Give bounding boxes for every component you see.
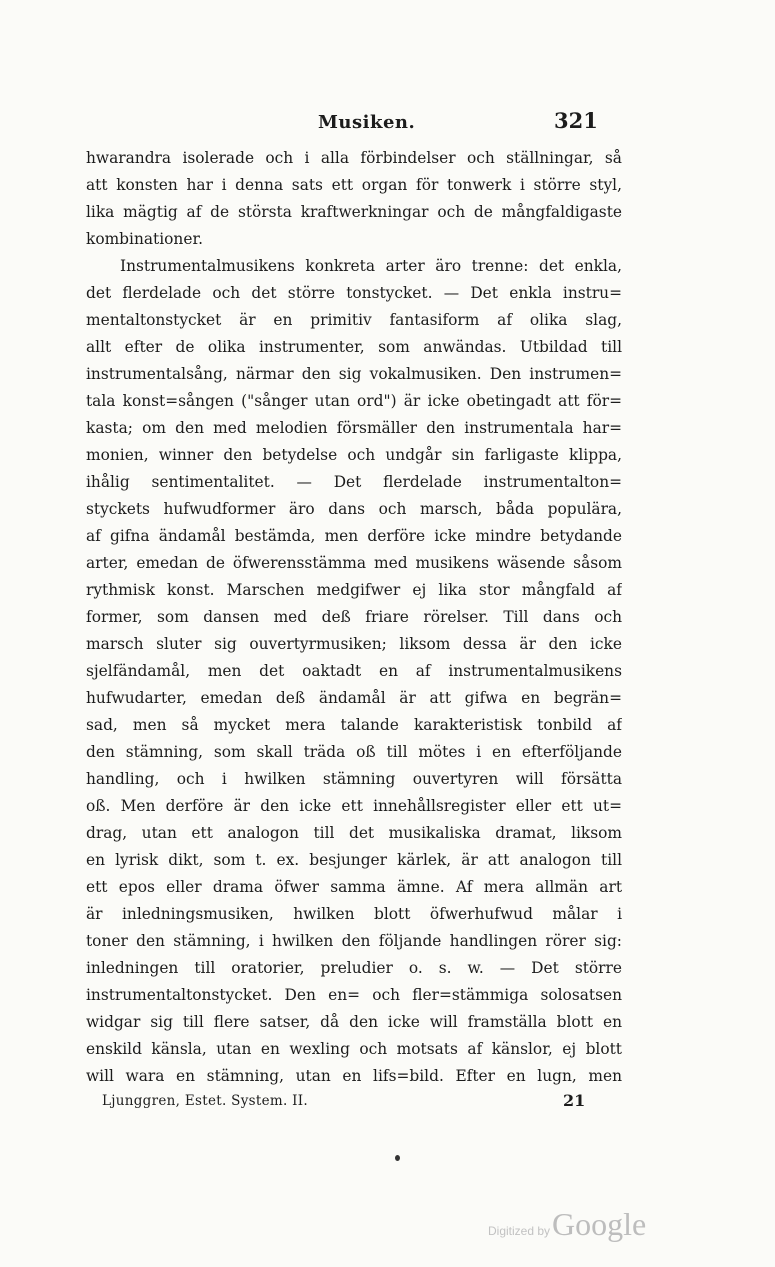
text-line: will wara en stämning, utan en lifs=bild. Efter en lugn, men bbox=[86, 1067, 622, 1085]
text-line: ihålig sentimentalitet. — Det flerdelade instrumentalton= bbox=[86, 473, 622, 491]
signature-mark: Ljunggren, Estet. System. II. bbox=[102, 1093, 309, 1109]
text-line: former, som dansen med deß friare rörelser. Till dans och bbox=[86, 608, 622, 626]
text-line: rythmisk konst. Marschen medgifwer ej lika stor mångfald af bbox=[86, 581, 622, 599]
text-line: hufwudarter, emedan deß ändamål är att gifwa en begrän= bbox=[86, 689, 622, 707]
watermark-prefix: Digitized by bbox=[488, 1224, 551, 1238]
page-footer bbox=[0, 1093, 775, 1117]
text-line: är inledningsmusiken, hwilken blott öfwerhufwud målar i bbox=[86, 905, 622, 923]
text-line: monien, winner den betydelse och undgår sin farligaste klippa, bbox=[86, 446, 622, 464]
text-line: widgar sig till flere satser, då den icke will framställa blott en bbox=[86, 1013, 622, 1031]
text-line: allt efter de olika instrumenter, som anwändas. Utbildad till bbox=[86, 338, 622, 356]
text-line: marsch sluter sig ouvertyrmusiken; liksom dessa är den icke bbox=[86, 635, 622, 653]
text-line: toner den stämning, i hwilken den följande handlingen rörer sig: bbox=[86, 932, 622, 950]
text-line: att konsten har i denna sats ett organ för tonwerk i större styl, bbox=[86, 176, 622, 194]
body-text bbox=[86, 145, 622, 1090]
google-logo: Google bbox=[552, 1206, 647, 1242]
text-line: instrumentaltonstycket. Den en= och fler=stämmiga solosatsen bbox=[86, 986, 622, 1004]
text-line: ett epos eller drama öfwer samma ämne. Af mera allmän art bbox=[86, 878, 622, 896]
text-line: sjelfändamål, men det oaktadt en af instrumentalmusikens bbox=[86, 662, 622, 680]
text-line: hwarandra isolerade och i alla förbindelser och ställningar, så bbox=[86, 149, 622, 167]
text-line: oß. Men derföre är den icke ett innehållsregister eller ett ut= bbox=[86, 797, 622, 815]
text-line: mentaltonstycket är en primitiv fantasiform af olika slag, bbox=[86, 311, 622, 329]
text-line: arter, emedan de öfwerensstämma med musikens wäsende såsom bbox=[86, 554, 622, 572]
text-line: handling, och i hwilken stämning ouvertyren will försätta bbox=[86, 770, 622, 788]
ink-speck bbox=[395, 1155, 400, 1161]
text-line: kasta; om den med melodien försmäller den instrumentala har= bbox=[86, 419, 622, 437]
text-line: af gifna ändamål bestämda, men derföre icke mindre betydande bbox=[86, 527, 622, 545]
page-title: Musiken. bbox=[318, 112, 416, 133]
signature-number: 21 bbox=[563, 1091, 586, 1110]
text-line: sad, men så mycket mera talande karakteristisk tonbild af bbox=[86, 716, 622, 734]
running-head bbox=[0, 108, 775, 142]
text-line: enskild känsla, utan en wexling och motsats af känslor, ej blott bbox=[86, 1040, 622, 1058]
text-line: det flerdelade och det större tonstycket. — Det enkla instru= bbox=[86, 284, 622, 302]
text-line: inledningen till oratorier, preludier o. s. w. — Det större bbox=[86, 959, 622, 977]
text-line: en lyrisk dikt, som t. ex. besjunger kärlek, är att analogon till bbox=[86, 851, 622, 869]
text-line: tala konst=sången ("sånger utan ord") är icke obetingadt att för= bbox=[86, 392, 622, 410]
text-line: drag, utan ett analogon till det musikaliska dramat, liksom bbox=[86, 824, 622, 842]
text-line: Instrumentalmusikens konkreta arter äro trenne: det enkla, bbox=[120, 257, 622, 275]
page-number: 321 bbox=[554, 108, 598, 133]
text-line: styckets hufwudformer äro dans och marsch, båda populära, bbox=[86, 500, 622, 518]
text-line: kombinationer. bbox=[86, 230, 203, 248]
text-line: instrumentalsång, närmar den sig vokalmusiken. Den instrumen= bbox=[86, 365, 622, 383]
text-line: lika mägtig af de största kraftwerkningar och de mångfaldigaste bbox=[86, 203, 622, 221]
text-line: den stämning, som skall träda oß till mötes i en efterföljande bbox=[86, 743, 622, 761]
